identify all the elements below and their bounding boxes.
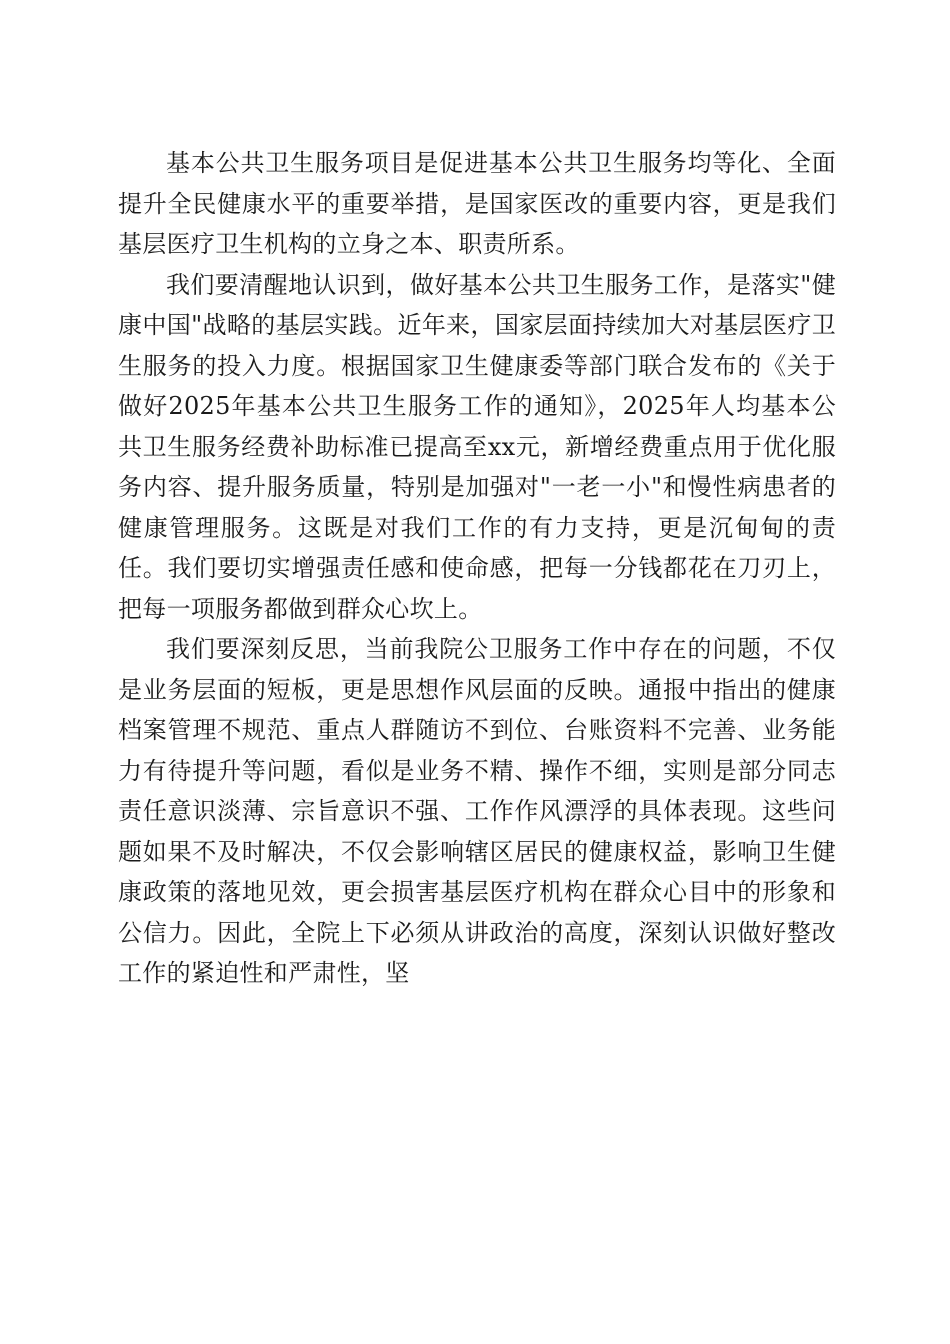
paragraph-1: 基本公共卫生服务项目是促进基本公共卫生服务均等化、全面提升全民健康水平的重要举措，是国家医改的重要内容，更是我们基层医疗卫生机构的立身之本、职责所系。 [118, 149, 836, 258]
paragraph-2: 我们要清醒地认识到，做好基本公共卫生服务工作，是落实"健康中国"战略的基层实践。近年来，国家层面持续加大对基层医疗卫生服务的投入力度。根据国家卫生健康委等部门联合发布的《关于做好2025年基本公共卫生服务工作的通知》，2025年人均基本公共卫生服务经费补助标准已提高至xx元，新增经费重点用于优化服务内容、提升服务质量，特别是加强对"一老一小"和慢性病患者的健康管理服务。这既是对我们工作的有力支持，更是沉甸甸的责任。我们要切实增强责任感和使命感，把每一分钱都花在刀刃上，把每一项服务都做到群众心坎上。 [118, 270, 836, 623]
document-body [118, 143, 836, 994]
paragraph-3: 我们要深刻反思，当前我院公卫服务工作中存在的问题，不仅是业务层面的短板，更是思想作风层面的反映。通报中指出的健康档案管理不规范、重点人群随访不到位、台账资料不完善、业务能力有待提升等问题，看似是业务不精、操作不细，实则是部分同志责任意识淡薄、宗旨意识不强、工作作风漂浮的具体表现。这些问题如果不及时解决，不仅会影响辖区居民的健康权益，影响卫生健康政策的落地见效，更会损害基层医疗机构在群众心目中的形象和公信力。因此，全院上下必须从讲政治的高度，深刻认识做好整改工作的紧迫性和严肃性，坚 [118, 635, 836, 987]
